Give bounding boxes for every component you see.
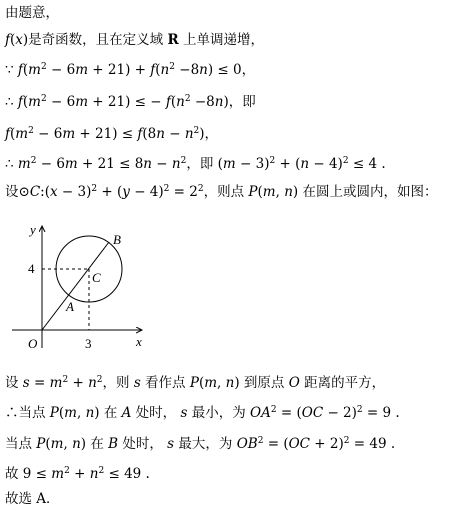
line-ob xyxy=(42,242,109,330)
circle-figure xyxy=(0,212,180,362)
solution-line-3: ∵ $f(m^2 - 6m + 21) + f(n^2 -8n) \le 0$， xyxy=(5,62,256,78)
point-a-label: A xyxy=(66,299,74,314)
solution-line-2: f(x)是奇函数，且在定义域 R 上单调递增， xyxy=(5,32,264,48)
solution-line-1: 由题意， xyxy=(5,5,59,21)
point-b-label: B xyxy=(113,232,121,247)
y-tick-label: 4 xyxy=(28,261,35,276)
solution-line-8: 设 $s = m^2 + n^2$，则 s 看作点 P(m, n) 到原点 O 距离的平方， xyxy=(5,375,386,391)
origin-label: O xyxy=(28,336,38,351)
y-axis-label: y xyxy=(30,222,36,237)
solution-line-11: 故 $9 \le m^2 + n^2 \le 49$ . xyxy=(5,466,150,482)
solution-line-6: ∴ $m^2 - 6m + 21 \le 8n - n^2$，即 $(m - 3)^2 + (n - 4)^2 \le 4$ . xyxy=(5,156,386,172)
point-c-label: C xyxy=(92,270,101,285)
solution-line-5: $f(m^2 - 6m + 21) \le f(8n - n^2)$， xyxy=(5,126,219,142)
solution-line-9: ∴当点 P(m, n) 在 A 处时， s 最小，为 $OA^2 = (OC - 2)^2 = 9$ . xyxy=(5,405,400,421)
solution-line-10: 当点 P(m, n) 在 B 处时， s 最大，为 $OB^2 = (OC + 2)^2 = 49$ . xyxy=(5,436,396,452)
x-axis-label: x xyxy=(136,334,142,349)
solution-line-4: ∴ $f(m^2 - 6m + 21)$ ≤ − $f(n^2 -8n)$，即 xyxy=(5,94,256,110)
x-tick-label: 3 xyxy=(85,336,92,351)
solution-line-7: 设⊙C:(x − $3)^2 + (y - 4)^2 = 2^2$，则点 P(m, n) 在圆上或圆内，如图： xyxy=(5,184,438,200)
solution-line-12: 故选 A． xyxy=(5,491,60,507)
